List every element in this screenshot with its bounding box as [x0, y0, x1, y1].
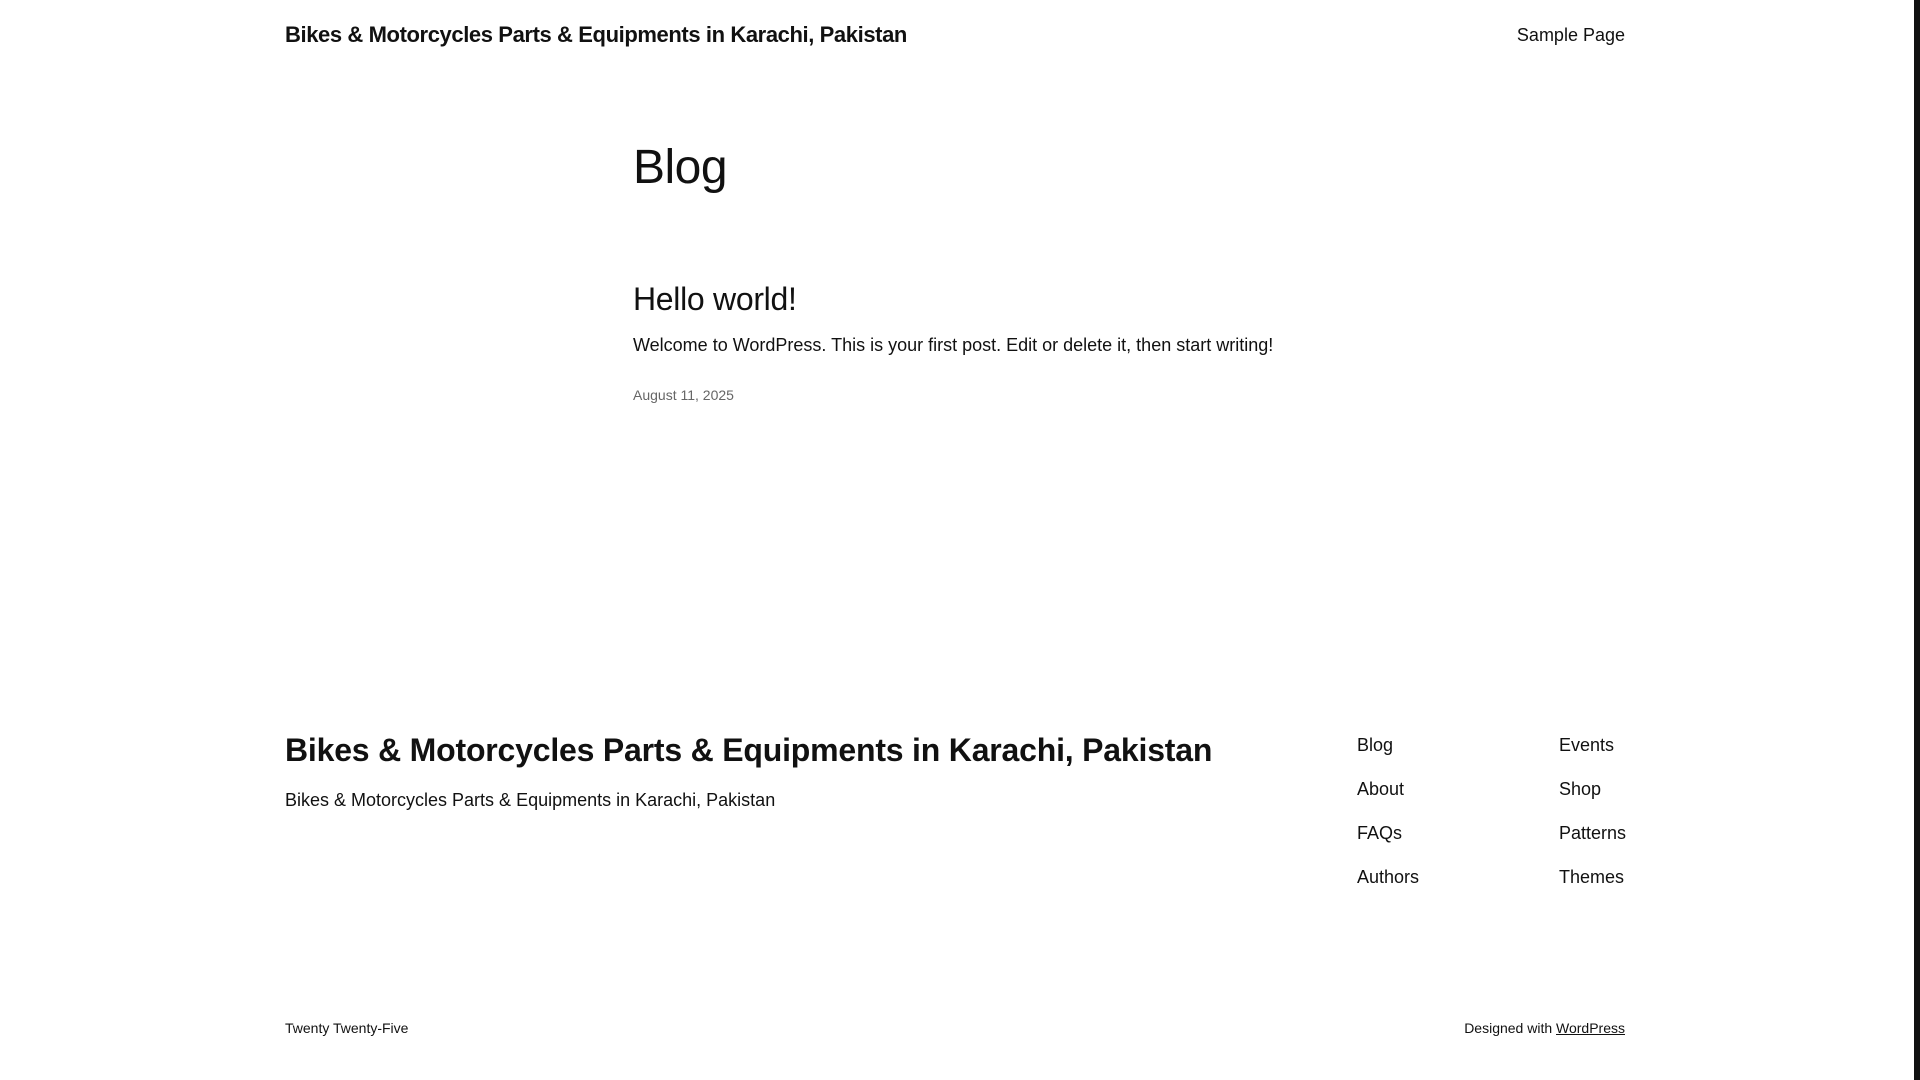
footer-bottom: [285, 1018, 1625, 1038]
footer-link-blog[interactable]: Blog: [1357, 735, 1394, 755]
footer-site-title-link[interactable]: Bikes & Motorcycles Parts & Equipments in Karachi, Pakistan: [285, 732, 1213, 768]
theme-name: Twenty Twenty-Five: [285, 1020, 409, 1036]
footer-nav-column-2: [1559, 733, 1626, 909]
nav-item-sample-page[interactable]: Sample Page: [1516, 24, 1625, 45]
footer-link-authors[interactable]: Authors: [1357, 867, 1420, 887]
post-title: [633, 279, 1333, 319]
main-content: [633, 138, 1333, 404]
footer-link-events[interactable]: Events: [1559, 735, 1615, 755]
post-date: August 11, 2025: [633, 387, 734, 403]
footer-link-themes[interactable]: Themes: [1559, 867, 1625, 887]
post-item: [633, 279, 1333, 404]
footer-credit: [1464, 1018, 1625, 1038]
scrollbar[interactable]: [1914, 0, 1920, 1080]
site-header: [285, 18, 1625, 52]
post-excerpt: Welcome to WordPress. This is your first post. Edit or delete it, then start writing!: [633, 335, 1274, 355]
primary-nav: [1517, 25, 1625, 46]
post-title-link[interactable]: Hello world!: [633, 281, 797, 317]
wordpress-link[interactable]: WordPress: [1556, 1020, 1625, 1036]
footer-link-faqs[interactable]: FAQs: [1357, 823, 1403, 843]
footer-site-title: [285, 730, 1212, 770]
footer-link-shop[interactable]: Shop: [1559, 779, 1602, 799]
footer-tagline: Bikes & Motorcycles Parts & Equipments in Karachi, Pakistan: [285, 790, 776, 810]
footer-link-about[interactable]: About: [1357, 779, 1405, 799]
page-title: Blog: [633, 141, 728, 194]
footer-link-patterns[interactable]: Patterns: [1559, 823, 1627, 843]
credit-prefix: Designed with: [1464, 1020, 1557, 1036]
site-title-link[interactable]: Bikes & Motorcycles Parts & Equipments in Karachi, Pakistan: [285, 22, 907, 47]
footer-nav-column-1: [1357, 733, 1419, 909]
